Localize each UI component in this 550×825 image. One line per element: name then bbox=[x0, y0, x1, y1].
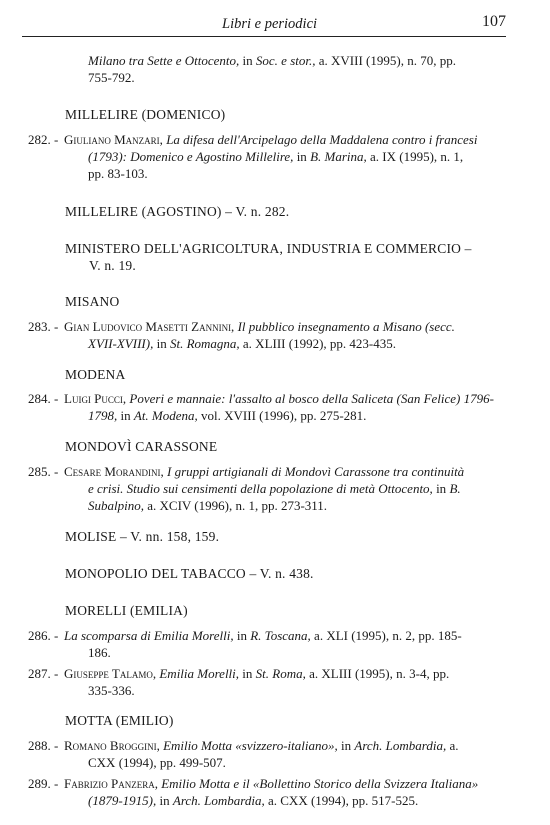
entry-286: La scomparsa di Emilia Morelli, in R. Toscana, a. XLI (1995), n. 2, pp. 185- 186. bbox=[64, 628, 462, 660]
entry-283: Gian Ludovico Masetti Zannini, Il pubblico insegnamento a Misano (secc. XVII-XVIII), in St. Romagna, a. XLIII (1992), pp. 423-435. bbox=[64, 319, 455, 351]
entry-284: Luigi Pucci, Poveri e mannaie: l'assalto al bosco della Saliceta (San Felice) 1796- 1798, in At. Modena, vol. XVIII (1996), pp. 275-281. bbox=[64, 391, 494, 423]
continued-entry: Milano tra Sette e Ottocento, in Soc. e stor., a. XVIII (1995), n. 70, pp. 755-792. bbox=[88, 53, 456, 85]
heading-molise: MOLISE – V. nn. 158, 159. bbox=[65, 529, 220, 544]
heading-morelli: MORELLI (EMILIA) bbox=[65, 603, 188, 618]
entry-number-288: 288. - bbox=[28, 738, 59, 753]
entry-number-286: 286. - bbox=[28, 628, 59, 643]
running-header bbox=[22, 10, 506, 37]
heading-motta: MOTTA (EMILIO) bbox=[65, 713, 174, 728]
running-title: Libri e periodici bbox=[222, 16, 318, 32]
entry-number-289: 289. - bbox=[28, 776, 59, 791]
heading-monopolio: MONOPOLIO DEL TABACCO – V. n. 438. bbox=[65, 566, 314, 581]
heading-modena: MODENA bbox=[65, 367, 126, 382]
page-number: 107 bbox=[482, 13, 506, 30]
heading-mondovi: MONDOVÌ CARASSONE bbox=[65, 439, 218, 454]
heading-ministero: MINISTERO DELL'AGRICOLTURA, INDUSTRIA E COMMERCIO – V. n. 19. bbox=[65, 241, 472, 273]
heading-millelire-domenico: MILLELIRE (DOMENICO) bbox=[65, 107, 226, 122]
entry-number-284: 284. - bbox=[28, 391, 59, 406]
entry-number-283: 283. - bbox=[28, 319, 59, 334]
heading-millelire-agostino: MILLELIRE (AGOSTINO) – V. n. 282. bbox=[65, 204, 290, 219]
entry-287: Giuseppe Talamo, Emilia Morelli, in St. Roma, a. XLIII (1995), n. 3-4, pp. 335-336. bbox=[64, 666, 450, 698]
entry-number-285: 285. - bbox=[28, 464, 59, 479]
entry-289: Fabrizio Panzera, Emilio Motta e il «Bollettino Storico della Svizzera Italiana» (1879-1915), in Arch. Lombardia, a. CXX (1994), pp. 517-525. bbox=[64, 776, 479, 808]
entry-number-282: 282. - bbox=[28, 132, 59, 147]
entry-number-287: 287. - bbox=[28, 666, 59, 681]
entry-285: Cesare Morandini, I gruppi artigianali di Mondovì Carassone tra continuità e crisi. Studio sui censimenti della popolazione di metà Ottocento, in B. Subalpino, a. XCIV (1996), n. 1, pp. 273-311. bbox=[64, 464, 465, 513]
entry-282: Giuliano Manzari, La difesa dell'Arcipelago della Maddalena contro i francesi (1793): Domenico e Agostino Millelire, in B. Marina, a. IX (1995), n. 1, pp. 83-103. bbox=[64, 132, 478, 181]
entry-288: Romano Broggini, Emilio Motta «svizzero-italiano», in Arch. Lombardia, a. CXX (1994), pp. 499-507. bbox=[64, 738, 459, 770]
heading-misano: MISANO bbox=[65, 294, 120, 309]
